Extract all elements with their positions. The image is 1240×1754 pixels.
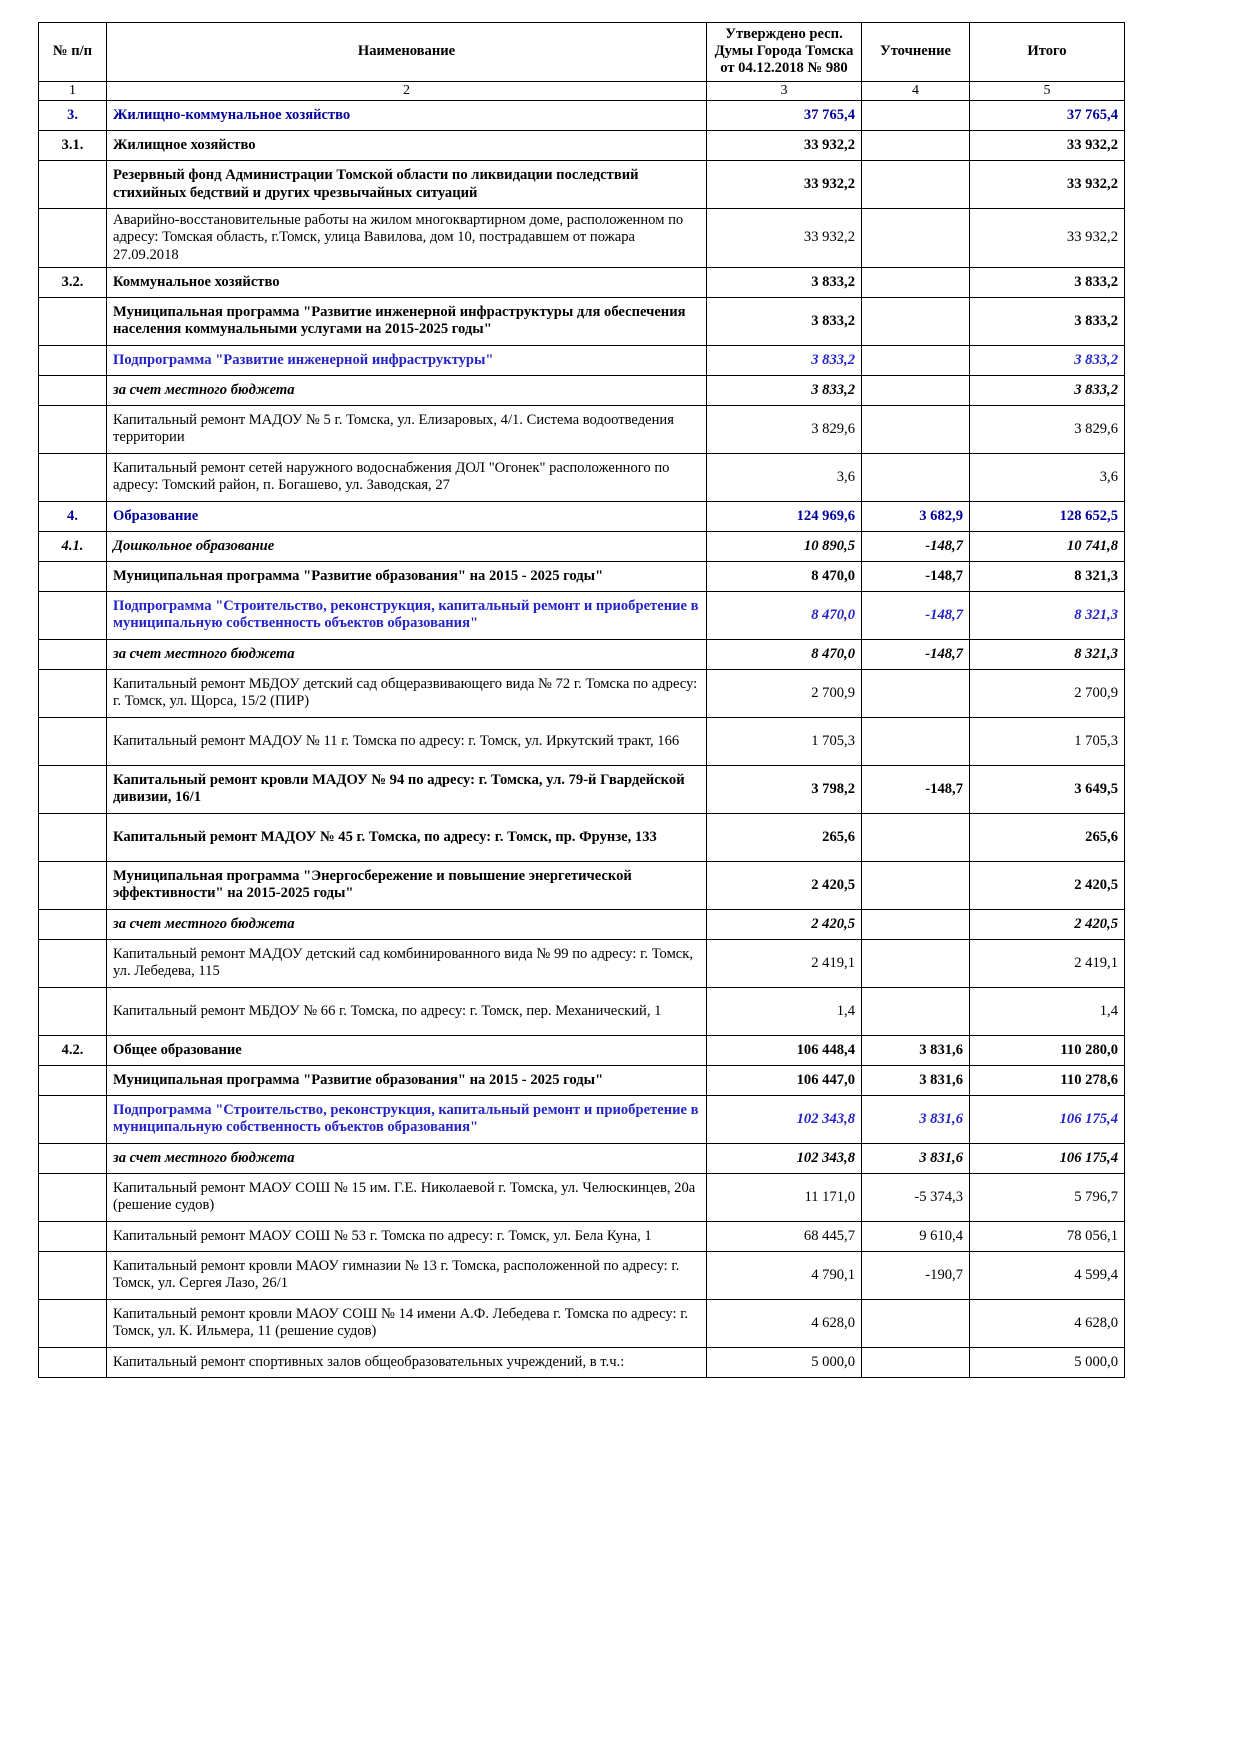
table-row xyxy=(39,1035,1125,1065)
row-approved-cell: 2 420,5 xyxy=(707,861,862,909)
table-row xyxy=(39,639,1125,669)
row-name-cell: Капитальный ремонт МБДОУ № 66 г. Томска, по адресу: г. Томск, пер. Механический, 1 xyxy=(107,987,707,1035)
row-total-cell: 3 833,2 xyxy=(970,345,1125,375)
row-number-cell xyxy=(39,639,107,669)
row-adjustment-cell xyxy=(862,1347,970,1377)
row-name-cell: Резервный фонд Администрации Томской области по ликвидации последствий стихийных бедствий и других чрезвычайных ситуаций xyxy=(107,161,707,209)
row-number-cell xyxy=(39,1143,107,1173)
row-approved-cell: 33 932,2 xyxy=(707,161,862,209)
table-row xyxy=(39,1143,1125,1173)
row-adjustment-cell: 3 831,6 xyxy=(862,1035,970,1065)
table-row xyxy=(39,1347,1125,1377)
row-name-cell: Жилищное хозяйство xyxy=(107,131,707,161)
table-row xyxy=(39,209,1125,268)
row-total-cell: 106 175,4 xyxy=(970,1095,1125,1143)
row-adjustment-cell: -148,7 xyxy=(862,639,970,669)
row-total-cell: 2 420,5 xyxy=(970,909,1125,939)
header-total: Итого xyxy=(970,23,1125,82)
row-total-cell: 33 932,2 xyxy=(970,209,1125,268)
row-total-cell: 265,6 xyxy=(970,813,1125,861)
row-adjustment-cell: -148,7 xyxy=(862,591,970,639)
header-row xyxy=(39,23,1125,82)
row-adjustment-cell: -5 374,3 xyxy=(862,1173,970,1221)
row-approved-cell: 2 419,1 xyxy=(707,939,862,987)
row-name-cell: Жилищно-коммунальное хозяйство xyxy=(107,101,707,131)
row-name-cell: Подпрограмма "Развитие инженерной инфраструктуры" xyxy=(107,345,707,375)
row-total-cell: 8 321,3 xyxy=(970,639,1125,669)
row-approved-cell: 102 343,8 xyxy=(707,1095,862,1143)
row-adjustment-cell xyxy=(862,1299,970,1347)
row-name-cell: Капитальный ремонт МАДОУ детский сад комбинированного вида № 99 по адресу: г. Томск, ул. Лебедева, 115 xyxy=(107,939,707,987)
row-approved-cell: 2 700,9 xyxy=(707,669,862,717)
row-total-cell: 3 649,5 xyxy=(970,765,1125,813)
row-approved-cell: 3 798,2 xyxy=(707,765,862,813)
row-number-cell: 4.2. xyxy=(39,1035,107,1065)
table-row xyxy=(39,813,1125,861)
row-adjustment-cell xyxy=(862,453,970,501)
row-name-cell: Капитальный ремонт МАДОУ № 5 г. Томска, ул. Елизаровых, 4/1. Система водоотведения территории xyxy=(107,405,707,453)
row-name-cell: Капитальный ремонт МАОУ СОШ № 15 им. Г.Е. Николаевой г. Томска, ул. Челюскинцев, 20а (решение судов) xyxy=(107,1173,707,1221)
table-row xyxy=(39,939,1125,987)
row-approved-cell: 33 932,2 xyxy=(707,209,862,268)
row-approved-cell: 106 447,0 xyxy=(707,1065,862,1095)
row-number-cell xyxy=(39,561,107,591)
row-name-cell: за счет местного бюджета xyxy=(107,909,707,939)
row-total-cell: 33 932,2 xyxy=(970,161,1125,209)
row-number-cell xyxy=(39,939,107,987)
row-name-cell: Капитальный ремонт кровли МАДОУ № 94 по адресу: г. Томска, ул. 79-й Гвардейской дивизии, 16/1 xyxy=(107,765,707,813)
row-approved-cell: 3,6 xyxy=(707,453,862,501)
row-approved-cell: 33 932,2 xyxy=(707,131,862,161)
table-row xyxy=(39,1173,1125,1221)
table-row xyxy=(39,345,1125,375)
row-adjustment-cell: 3 831,6 xyxy=(862,1143,970,1173)
table-row xyxy=(39,453,1125,501)
table-row xyxy=(39,161,1125,209)
colnum-3: 3 xyxy=(707,81,862,101)
row-number-cell xyxy=(39,717,107,765)
table-row xyxy=(39,1065,1125,1095)
row-name-cell: за счет местного бюджета xyxy=(107,1143,707,1173)
row-adjustment-cell xyxy=(862,161,970,209)
row-number-cell: 3. xyxy=(39,101,107,131)
row-adjustment-cell: -148,7 xyxy=(862,531,970,561)
row-total-cell: 2 419,1 xyxy=(970,939,1125,987)
header-num: № п/п xyxy=(39,23,107,82)
table-row xyxy=(39,1095,1125,1143)
row-adjustment-cell: 3 831,6 xyxy=(862,1065,970,1095)
row-number-cell xyxy=(39,345,107,375)
row-number-cell xyxy=(39,1065,107,1095)
table-row xyxy=(39,1221,1125,1251)
row-adjustment-cell xyxy=(862,987,970,1035)
row-adjustment-cell xyxy=(862,939,970,987)
column-number-row xyxy=(39,81,1125,101)
row-approved-cell: 124 969,6 xyxy=(707,501,862,531)
row-name-cell: Капитальный ремонт спортивных залов общеобразовательных учреждений, в т.ч.: xyxy=(107,1347,707,1377)
row-name-cell: Общее образование xyxy=(107,1035,707,1065)
row-adjustment-cell xyxy=(862,405,970,453)
row-adjustment-cell xyxy=(862,297,970,345)
row-total-cell: 33 932,2 xyxy=(970,131,1125,161)
row-name-cell: за счет местного бюджета xyxy=(107,639,707,669)
row-name-cell: Муниципальная программа "Развитие инженерной инфраструктуры для обеспечения населения коммунальными услугами на 2015-2025 годы" xyxy=(107,297,707,345)
row-name-cell: Капитальный ремонт МАОУ СОШ № 53 г. Томска по адресу: г. Томск, ул. Бела Куна, 1 xyxy=(107,1221,707,1251)
row-adjustment-cell: -148,7 xyxy=(862,561,970,591)
table-body xyxy=(39,101,1125,1378)
row-adjustment-cell xyxy=(862,909,970,939)
row-total-cell: 3 833,2 xyxy=(970,297,1125,345)
row-total-cell: 78 056,1 xyxy=(970,1221,1125,1251)
row-approved-cell: 5 000,0 xyxy=(707,1347,862,1377)
row-adjustment-cell: 9 610,4 xyxy=(862,1221,970,1251)
row-name-cell: Дошкольное образование xyxy=(107,531,707,561)
row-total-cell: 3 833,2 xyxy=(970,375,1125,405)
row-total-cell: 5 796,7 xyxy=(970,1173,1125,1221)
colnum-5: 5 xyxy=(970,81,1125,101)
row-adjustment-cell: -190,7 xyxy=(862,1251,970,1299)
row-approved-cell: 1 705,3 xyxy=(707,717,862,765)
row-number-cell xyxy=(39,297,107,345)
row-total-cell: 1,4 xyxy=(970,987,1125,1035)
row-adjustment-cell xyxy=(862,813,970,861)
row-number-cell xyxy=(39,813,107,861)
row-name-cell: Капитальный ремонт сетей наружного водоснабжения ДОЛ "Огонек" расположенного по адресу: Томский район, п. Богашево, ул. Заводская, 27 xyxy=(107,453,707,501)
table-row xyxy=(39,375,1125,405)
row-name-cell: Муниципальная программа "Развитие образования" на 2015 - 2025 годы" xyxy=(107,1065,707,1095)
row-number-cell xyxy=(39,453,107,501)
colnum-2: 2 xyxy=(107,81,707,101)
row-total-cell: 110 280,0 xyxy=(970,1035,1125,1065)
row-name-cell: Капитальный ремонт МАДОУ № 45 г. Томска, по адресу: г. Томск, пр. Фрунзе, 133 xyxy=(107,813,707,861)
row-total-cell: 1 705,3 xyxy=(970,717,1125,765)
row-number-cell: 4.1. xyxy=(39,531,107,561)
row-number-cell: 3.2. xyxy=(39,267,107,297)
colnum-4: 4 xyxy=(862,81,970,101)
row-adjustment-cell xyxy=(862,131,970,161)
row-adjustment-cell xyxy=(862,717,970,765)
row-name-cell: Капитальный ремонт МБДОУ детский сад общеразвивающего вида № 72 г. Томска по адресу: г. Томск, ул. Щорса, 15/2 (ПИР) xyxy=(107,669,707,717)
row-approved-cell: 106 448,4 xyxy=(707,1035,862,1065)
row-number-cell xyxy=(39,591,107,639)
row-approved-cell: 265,6 xyxy=(707,813,862,861)
row-total-cell: 8 321,3 xyxy=(970,561,1125,591)
row-name-cell: Аварийно-восстановительные работы на жилом многоквартирном доме, расположенном по адресу: Томская область, г.Томск, улица Вавилова, дом 10, пострадавшем от пожара 27.09.2018 xyxy=(107,209,707,268)
table-row xyxy=(39,1251,1125,1299)
row-number-cell: 4. xyxy=(39,501,107,531)
row-adjustment-cell: 3 682,9 xyxy=(862,501,970,531)
row-approved-cell: 2 420,5 xyxy=(707,909,862,939)
row-name-cell: Подпрограмма "Строительство, реконструкция, капитальный ремонт и приобретение в муниципальную собственность объектов образования" xyxy=(107,1095,707,1143)
row-name-cell: Муниципальная программа "Развитие образования" на 2015 - 2025 годы" xyxy=(107,561,707,591)
row-approved-cell: 3 829,6 xyxy=(707,405,862,453)
row-approved-cell: 68 445,7 xyxy=(707,1221,862,1251)
row-total-cell: 128 652,5 xyxy=(970,501,1125,531)
row-name-cell: Коммунальное хозяйство xyxy=(107,267,707,297)
row-total-cell: 4 599,4 xyxy=(970,1251,1125,1299)
row-number-cell xyxy=(39,161,107,209)
row-approved-cell: 8 470,0 xyxy=(707,561,862,591)
row-adjustment-cell: 3 831,6 xyxy=(862,1095,970,1143)
row-total-cell: 4 628,0 xyxy=(970,1299,1125,1347)
table-row xyxy=(39,561,1125,591)
row-number-cell xyxy=(39,1251,107,1299)
row-number-cell xyxy=(39,405,107,453)
budget-table xyxy=(38,22,1125,1378)
row-total-cell: 37 765,4 xyxy=(970,101,1125,131)
row-number-cell xyxy=(39,1095,107,1143)
row-number-cell xyxy=(39,861,107,909)
table-row xyxy=(39,861,1125,909)
row-number-cell xyxy=(39,1221,107,1251)
row-number-cell xyxy=(39,1173,107,1221)
row-name-cell: за счет местного бюджета xyxy=(107,375,707,405)
row-name-cell: Капитальный ремонт кровли МАОУ СОШ № 14 имени А.Ф. Лебедева г. Томска по адресу: г. Томск, ул. К. Ильмера, 11 (решение судов) xyxy=(107,1299,707,1347)
table-row xyxy=(39,765,1125,813)
table-row xyxy=(39,909,1125,939)
row-total-cell: 10 741,8 xyxy=(970,531,1125,561)
table-row xyxy=(39,297,1125,345)
row-number-cell xyxy=(39,375,107,405)
row-number-cell xyxy=(39,209,107,268)
table-row xyxy=(39,267,1125,297)
row-adjustment-cell xyxy=(862,669,970,717)
header-approved: Утверждено респ. Думы Города Томска от 04.12.2018 № 980 xyxy=(707,23,862,82)
row-number-cell xyxy=(39,765,107,813)
row-adjustment-cell xyxy=(862,101,970,131)
row-approved-cell: 11 171,0 xyxy=(707,1173,862,1221)
row-approved-cell: 1,4 xyxy=(707,987,862,1035)
table-row xyxy=(39,531,1125,561)
row-approved-cell: 3 833,2 xyxy=(707,375,862,405)
table-header xyxy=(39,23,1125,101)
table-row xyxy=(39,591,1125,639)
colnum-1: 1 xyxy=(39,81,107,101)
row-adjustment-cell xyxy=(862,345,970,375)
row-total-cell: 2 700,9 xyxy=(970,669,1125,717)
row-approved-cell: 102 343,8 xyxy=(707,1143,862,1173)
row-name-cell: Муниципальная программа "Энергосбережение и повышение энергетической эффективности" на 2015-2025 годы" xyxy=(107,861,707,909)
table-row xyxy=(39,987,1125,1035)
table-row xyxy=(39,101,1125,131)
row-number-cell xyxy=(39,1299,107,1347)
row-approved-cell: 3 833,2 xyxy=(707,345,862,375)
row-total-cell: 110 278,6 xyxy=(970,1065,1125,1095)
table-row xyxy=(39,669,1125,717)
table-row xyxy=(39,405,1125,453)
row-name-cell: Капитальный ремонт МАДОУ № 11 г. Томска по адресу: г. Томск, ул. Иркутский тракт, 166 xyxy=(107,717,707,765)
row-approved-cell: 3 833,2 xyxy=(707,267,862,297)
row-adjustment-cell xyxy=(862,861,970,909)
row-approved-cell: 4 628,0 xyxy=(707,1299,862,1347)
row-adjustment-cell xyxy=(862,375,970,405)
row-approved-cell: 4 790,1 xyxy=(707,1251,862,1299)
row-total-cell: 3 829,6 xyxy=(970,405,1125,453)
header-name: Наименование xyxy=(107,23,707,82)
header-adjustment: Уточнение xyxy=(862,23,970,82)
row-total-cell: 3 833,2 xyxy=(970,267,1125,297)
table-row xyxy=(39,131,1125,161)
row-number-cell xyxy=(39,987,107,1035)
row-total-cell: 106 175,4 xyxy=(970,1143,1125,1173)
row-adjustment-cell xyxy=(862,209,970,268)
table-row xyxy=(39,501,1125,531)
row-approved-cell: 3 833,2 xyxy=(707,297,862,345)
row-number-cell xyxy=(39,909,107,939)
row-total-cell: 2 420,5 xyxy=(970,861,1125,909)
row-total-cell: 8 321,3 xyxy=(970,591,1125,639)
row-name-cell: Образование xyxy=(107,501,707,531)
row-approved-cell: 8 470,0 xyxy=(707,639,862,669)
row-approved-cell: 10 890,5 xyxy=(707,531,862,561)
row-approved-cell: 37 765,4 xyxy=(707,101,862,131)
row-number-cell xyxy=(39,1347,107,1377)
table-row xyxy=(39,717,1125,765)
table-row xyxy=(39,1299,1125,1347)
row-adjustment-cell: -148,7 xyxy=(862,765,970,813)
row-total-cell: 5 000,0 xyxy=(970,1347,1125,1377)
row-name-cell: Подпрограмма "Строительство, реконструкция, капитальный ремонт и приобретение в муниципальную собственность объектов образования" xyxy=(107,591,707,639)
row-adjustment-cell xyxy=(862,267,970,297)
row-number-cell xyxy=(39,669,107,717)
row-name-cell: Капитальный ремонт кровли МАОУ гимназии № 13 г. Томска, расположенной по адресу: г. Томск, ул. Сергея Лазо, 26/1 xyxy=(107,1251,707,1299)
row-approved-cell: 8 470,0 xyxy=(707,591,862,639)
row-total-cell: 3,6 xyxy=(970,453,1125,501)
row-number-cell: 3.1. xyxy=(39,131,107,161)
